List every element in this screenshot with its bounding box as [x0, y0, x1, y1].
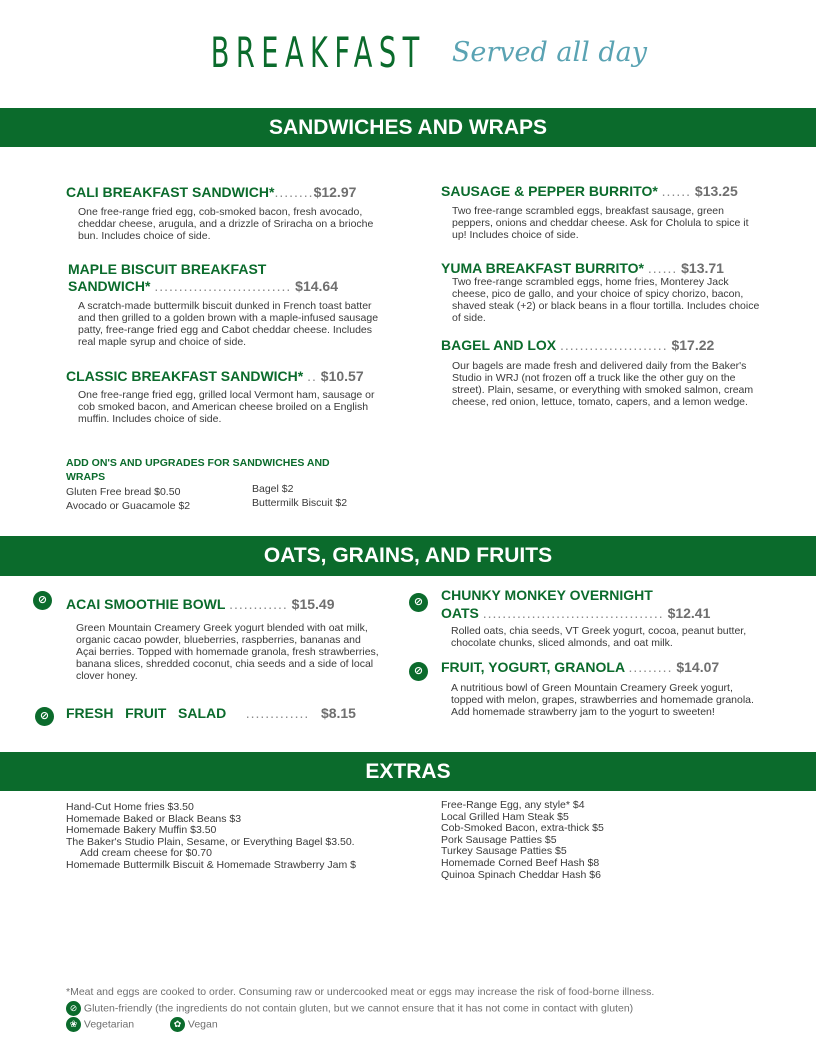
- item-name: FRESH FRUIT SALAD: [66, 705, 227, 721]
- extras-item: Turkey Sausage Patties $5: [441, 845, 567, 858]
- item-name: FRUIT, YOGURT, GRANOLA: [441, 659, 625, 675]
- leader-dots: .....................................: [482, 605, 664, 621]
- addon-item: Bagel $2: [252, 483, 294, 495]
- item-name: OATS: [441, 605, 479, 621]
- menu-item-monkey-desc: Rolled oats, chia seeds, VT Greek yogurt, cocoa, peanut butter, chocolate chunks, sliced almonds, and oat milk.: [451, 625, 747, 649]
- section-header-extras: EXTRAS: [0, 752, 816, 791]
- menu-title: BREAKFAST: [210, 28, 426, 77]
- extras-item: Hand-Cut Home fries $3.50: [66, 801, 194, 813]
- menu-item-cali-title: [66, 184, 356, 200]
- extras-item: Free-Range Egg, any style* $4: [441, 799, 585, 811]
- menu-item-classic-title: [66, 368, 364, 384]
- menu-item-cali-desc: One free-range fried egg, cob-smoked bacon, fresh avocado, cheddar cheese, arugula, and a drizzle of Sriracha on a brioche bun. Includes choice of side.: [78, 206, 374, 242]
- vegetarian-leaf-icon: ❀: [66, 1017, 81, 1032]
- menu-item-granola-title: [441, 659, 719, 675]
- addon-item: Avocado or Guacamole $2: [66, 500, 191, 512]
- item-name: ACAI SMOOTHIE BOWL: [66, 596, 226, 612]
- legend-vegan: [170, 1017, 218, 1032]
- menu-item-monkey-title-line1: CHUNKY MONKEY OVERNIGHT: [441, 587, 653, 603]
- item-price: $15.49: [291, 596, 335, 612]
- addon-item: Buttermilk Biscuit $2: [252, 497, 348, 509]
- gluten-free-icon: ⊘: [35, 707, 54, 726]
- menu-item-yuma-desc: Two free-range scrambled eggs, home fries, Monterey Jack cheese, pico de gallo, and your choice of spicy chorizo, bacon, shaved steak (+2) or black beans in a flour tortilla. Includes choice of side.: [452, 276, 760, 324]
- menu-item-bagel-title: [441, 337, 714, 353]
- section-header-oats: OATS, GRAINS, AND FRUITS: [0, 536, 816, 576]
- menu-item-maple-desc: A scratch-made buttermilk biscuit dunked in French toast batter and then grilled to a golden brown with a maple-infused sausage patty, free-range fried egg and Cabot cheddar cheese. Includes real maple syrup and choice of side.: [78, 300, 379, 348]
- menu-item-maple-title-line2: [68, 278, 338, 294]
- leader-dots: ............: [229, 596, 288, 612]
- allergen-note: *Meat and eggs are cooked to order. Consuming raw or undercooked meat or eggs may increase the risk of food-borne illness.: [66, 986, 655, 998]
- menu-item-acai-title: [66, 596, 334, 612]
- legend-vegetarian: [66, 1017, 134, 1032]
- menu-item-fruit-salad-title: [66, 705, 356, 721]
- item-name: YUMA BREAKFAST BURRITO*: [441, 260, 645, 276]
- legend-vegan-text: Vegan: [187, 1018, 218, 1031]
- leader-dots: ......: [647, 260, 678, 276]
- addons-heading-line2: WRAPS: [66, 471, 106, 483]
- extras-item: Homemade Corned Beef Hash $8: [441, 856, 600, 869]
- legend-vegetarian-text: Vegetarian: [83, 1018, 135, 1031]
- menu-item-bagel-desc: Our bagels are made fresh and delivered daily from the Baker's Studio in WRJ (not frozen off a truck like the other guy on the street). Plain, sesame, or everything with smoked salmon, cream cheese, red onion, lettuce, tomato, capers, and a lemon wedge.: [452, 360, 754, 408]
- item-price: $13.25: [694, 183, 738, 199]
- gluten-free-icon: ⊘: [409, 662, 428, 681]
- menu-item-yuma-title: [441, 260, 724, 276]
- extras-item: Cob-Smoked Bacon, extra-thick $5: [441, 822, 604, 835]
- page-title: [0, 28, 816, 77]
- leader-dots: ......: [661, 183, 692, 199]
- leader-dots: .............: [245, 705, 310, 721]
- gluten-free-icon: ⊘: [66, 1001, 81, 1016]
- leader-dots: ..: [307, 368, 317, 384]
- extras-item: Local Grilled Ham Steak $5: [441, 810, 569, 823]
- item-price: $17.22: [671, 337, 715, 353]
- item-name: CALI BREAKFAST SANDWICH*: [66, 184, 275, 200]
- leader-dots: ......................: [560, 337, 668, 353]
- vegan-icon: ✿: [170, 1017, 185, 1032]
- menu-item-acai-desc: Green Mountain Creamery Greek yogurt blended with oat milk, organic cacao powder, blueberries, raspberries, bananas and Açai berries. Topped with homemade granola, fresh strawberries, banana slices, shredded coconut, chia seeds and a side of local clover honey.: [76, 622, 379, 682]
- legend-gluten-text: Gluten-friendly (the ingredients do not contain gluten, but we cannot ensure that it has not come in contact with gluten): [83, 1002, 634, 1015]
- item-price: $14.07: [676, 659, 720, 675]
- gluten-free-icon: ⊘: [33, 591, 52, 610]
- extras-item: Quinoa Spinach Cheddar Hash $6: [441, 868, 601, 881]
- menu-item-sausage-title: [441, 183, 738, 199]
- item-price: $12.41: [667, 605, 711, 621]
- addons-col1: [66, 485, 190, 513]
- extras-item: Homemade Bakery Muffin $3.50: [66, 824, 217, 837]
- leader-dots: ............................: [154, 278, 292, 294]
- extras-right-list: [441, 800, 761, 881]
- item-price: $8.15: [320, 705, 356, 721]
- menu-subtitle: Served all day: [451, 37, 647, 68]
- addons-col2: [252, 482, 347, 510]
- item-name: SAUSAGE & PEPPER BURRITO*: [441, 183, 658, 199]
- leader-dots: .........: [628, 659, 673, 675]
- item-name: SANDWICH*: [68, 278, 151, 294]
- gluten-free-icon: ⊘: [409, 593, 428, 612]
- section-header-sandwiches: SANDWICHES AND WRAPS: [0, 108, 816, 147]
- item-price: $10.57: [320, 368, 364, 384]
- item-price: $12.97: [313, 184, 357, 200]
- item-price: $14.64: [295, 278, 338, 294]
- menu-item-monkey-title-line2: [441, 605, 710, 621]
- extras-item: Pork Sausage Patties $5: [441, 833, 557, 846]
- addon-item: Gluten Free bread $0.50: [66, 486, 181, 498]
- item-name: CLASSIC BREAKFAST SANDWICH*: [66, 368, 304, 384]
- menu-item-granola-desc: A nutritious bowl of Green Mountain Creamery Greek yogurt, topped with melon, grapes, strawberries and homemade granola. Add homemade strawberry jam to the yogurt to sweeten!: [451, 682, 754, 718]
- item-price: $13.71: [681, 260, 724, 276]
- menu-item-classic-desc: One free-range fried egg, grilled local Vermont ham, sausage or cob smoked bacon, and American cheese broiled on a English muffin. Includes choice of side.: [78, 389, 375, 425]
- addons-heading-line1: ADD ON'S AND UPGRADES FOR SANDWICHES AND: [66, 457, 330, 469]
- legend-gluten: [66, 1001, 633, 1016]
- extras-item: The Baker's Studio Plain, Sesame, or Everything Bagel $3.50.: [66, 835, 355, 848]
- menu-item-sausage-desc: Two free-range scrambled eggs, breakfast sausage, green peppers, onions and cheddar cheese. Ask for Cholula to spice it up! Includes choice of side.: [452, 205, 749, 241]
- extras-item: Homemade Baked or Black Beans $3: [66, 812, 242, 825]
- menu-item-maple-title-line1: MAPLE BISCUIT BREAKFAST: [68, 261, 267, 277]
- extras-item: Homemade Buttermilk Biscuit & Homemade Strawberry Jam $: [66, 858, 357, 871]
- extras-item: Add cream cheese for $0.70: [80, 847, 212, 860]
- item-name: BAGEL AND LOX: [441, 337, 557, 353]
- leader-dots: ........: [274, 184, 314, 200]
- extras-left-list: [66, 802, 406, 872]
